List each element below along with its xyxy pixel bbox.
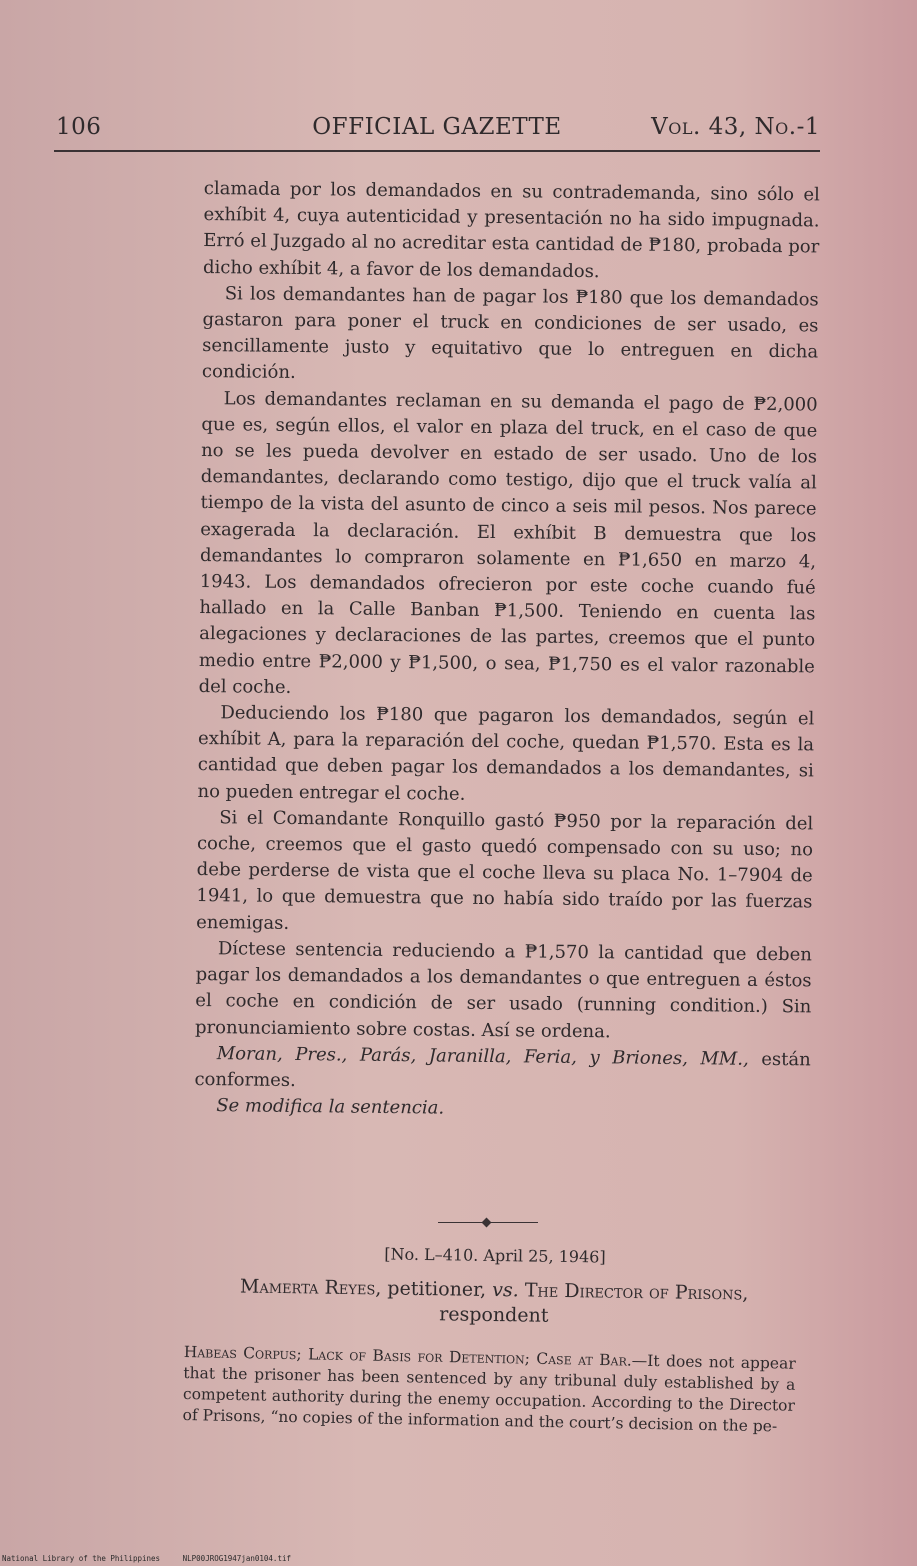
verdict: Se modifica la sentencia. xyxy=(216,1095,445,1119)
concurrence xyxy=(194,1041,811,1100)
paragraph: Si el Comandante Ronquillo gastó ₱950 por la reparación del coche, creemos que el gasto quedó compensado con su uso; no debe perderse de vista que el coche lleva su placa No. 1–7904 de 1941, lo que demuestra que no había sido traído por las fuerzas enemigas. xyxy=(196,807,814,934)
paragraph: Díctese sentencia reduciendo a ₱1,570 la cantidad que deben pagar los demandados a los demandantes o que entreguen a éstos el coche en condición de ser usado (running condition.) Sin pronunciamiento sobre costas. Así se ordena. xyxy=(194,938,812,1042)
respondent-role: , respondent xyxy=(439,1282,749,1327)
scan-footer: National Library of the Philippines NLP00JROG1947jan0104.tif xyxy=(2,1554,291,1563)
versus: vs. xyxy=(492,1278,519,1302)
respondent-name: The Director of Prisons xyxy=(524,1279,743,1305)
section-divider xyxy=(438,1222,538,1223)
page-number: 106 xyxy=(56,114,102,140)
syllabus xyxy=(182,1342,795,1438)
case-title xyxy=(184,1274,805,1333)
running-header xyxy=(54,110,820,152)
petitioner-role: , petitioner, xyxy=(375,1277,487,1301)
petitioner-name: Mamerta Reyes xyxy=(239,1275,376,1300)
paragraph: Si los demandantes han de pagar los ₱180 que los demandados gastaron para poner el truck en condiciones de ser usado, es sencillamente justo y equitativo que lo entreguen en dicha condición. xyxy=(201,283,819,384)
publication-title: OFFICIAL GAZETTE xyxy=(312,114,562,140)
paragraph: clamada por los demandados en su contrademanda, sino sólo el exhíbit 4, cuya autenticidad y presentación no ha sido impugnada. Erró el Juzgado al no acreditar esta cantidad de ₱180, probada por dicho exhíbit 4, a favor de los demandados. xyxy=(202,177,820,282)
paragraph: Los demandantes reclaman en su demanda el pago de ₱2,000 que es, según ellos, el valor en plaza del truck, en el caso de que no se les pueda devolver en estado de ser usado. Uno de los demandantes, declarando como testigo, dijo que el truck valía al tiempo de la vista del asunto de cinco a seis mil pesos. Nos parece exagerada la declaración. El exhíbit B demuestra que los demandantes lo compraron solamente en ₱1,650 en marzo 4, 1943. Los demandados ofrecieron por este coche cuando fué hallado en la Calle Banban ₱1,500. Teniendo en cuenta las alegaciones y declaraciones de las partes, creemos que el punto medio entre ₱2,000 y ₱1,500, o sea, ₱1,750 es el valor razonable del coche. xyxy=(198,387,818,698)
paragraph: Deduciendo los ₱180 que pagaron los demandados, según el exhíbit A, para la reparación del coche, quedan ₱1,570. Esta es la cantidad que deben pagar los demandados a los demandantes, si no pueden entregar el coche. xyxy=(197,702,815,805)
syllabus-text: —It does not appear that the prisoner has been sentenced by any tribunal duly established by a competent authority during the enemy occupation. According to the Director of Prisons, “no copies of the information and the court’s decision on the pe- xyxy=(182,1351,796,1436)
divider-ornament xyxy=(482,1218,492,1228)
case-number: [No. L–410. April 25, 1946] xyxy=(384,1244,606,1267)
justices-names: Moran, Pres., Parás, Jaranilla, Feria, y Briones, MM., xyxy=(216,1042,749,1070)
volume-number: Vol. 43, No.-1 xyxy=(651,114,820,140)
syllabus-heading: Habeas Corpus; Lack of Basis for Detention; Case at Bar. xyxy=(183,1342,632,1370)
decision-body xyxy=(194,176,820,1126)
concurrence-text: están conformes. xyxy=(194,1048,811,1091)
